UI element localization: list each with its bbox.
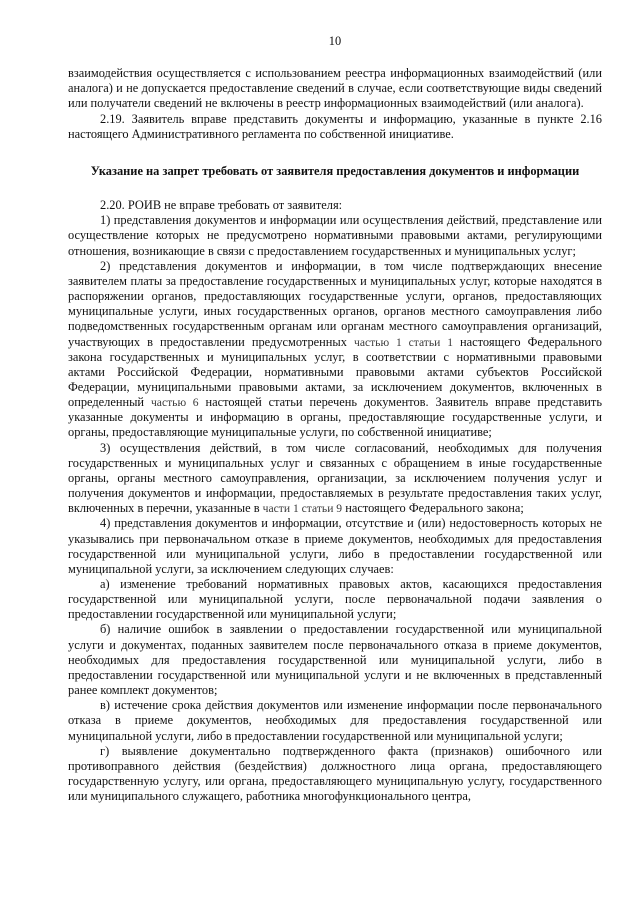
paragraph-continuation: взаимодействия осуществляется с использованием реестра информационных взаимодействий (или аналога) и не допускается предоставление сведений в случае, если соответствующие виды сведений или получатели сведений не включены в реестр информационных взаимодействий (или аналога). (68, 66, 602, 111)
sub-item-g: г) выявление документально подтвержденного факта (признаков) ошибочного или противоправного действия (бездействия) должностного лица органа, предоставляющего государственную услугу, или органа, предоставляющего муниципальную услугу, государственного или муниципального служащего, работника многофункционального центра, (68, 743, 602, 804)
list-item-2-text-b: настоящего Федерального закона государственных и муниципальных услуг, в соответствии с нормативными правовыми актами Российской Федерации, нормативными правовыми актами субъектов Российской Федерации, муниципальными правовыми актами, за исключением документов, включенных в определенный (68, 334, 602, 410)
paragraph-2-19: 2.19. Заявитель вправе представить документы и информацию, указанные в пункте 2.16 настоящего Административного регламента по собственной инициативе. (68, 111, 602, 141)
legal-reference-link[interactable]: частью 6 (150, 396, 199, 410)
list-item-4: 4) представления документов и информации, отсутствие и (или) недостоверность которых не указывались при первоначальном отказе в приеме документов, необходимых для предоставления государственной или муниципальной услуги, либо в предоставлении государственной или муниципальной услуги, за исключением следующих случаев: (68, 516, 602, 576)
legal-reference-link[interactable]: части 1 статьи 9 (262, 502, 343, 516)
page-number: 10 (328, 34, 342, 48)
list-item-3 (68, 441, 602, 517)
list-item-3-text-b: настоящего Федерального закона; (342, 501, 524, 516)
list-item-1: 1) представления документов и информации или осуществления действий, представление или осуществление которых не предусмотрено нормативными правовыми актами, регулирующими отношения, возникающие в связи с предоставлением государственных и муниципальных услуг; (68, 213, 602, 258)
sub-item-b: б) наличие ошибок в заявлении о предоставлении государственной или муниципальной услуги и документах, поданных заявителем после первоначального отказа в приеме документов, необходимых для предоставления государственной или муниципальной услуги, либо в предоставлении государственной или муниципальной услуги и не включенных в представленный ранее комплект документов; (68, 622, 602, 698)
list-item-2-text-a: 2) представления документов и информации, в том числе подтверждающих внесение заявителем платы за предоставление государственных и муниципальных услуг, которые находятся в распоряжении органов, предоставляющих государственные услуги, органов, предоставляющих муниципальные услуги, иных государственных органов, органов местного самоуправления либо подведомственных государственным органам или органам местного самоуправления организаций, участвующих в предоставлении предусмотренных (68, 258, 602, 349)
sub-item-a: а) изменение требований нормативных правовых актов, касающихся предоставления государственной или муниципальной услуги, после первоначальной подачи заявления о предоставлении государственной или муниципальной услуги; (68, 577, 602, 622)
list-item-3-text-a: 3) осуществления действий, в том числе согласований, необходимых для получения государственных и муниципальных услуг и связанных с обращением в иные государственные органы, органы местного самоуправления, организации, за исключением получения услуг и получения документов и информации, предоставляемых в результате предоставления таких услуг, включенных в перечни, указанные в (68, 440, 602, 516)
list-item-2-text-c: настоящей статьи перечень документов. Заявитель вправе представить указанные документы и информацию в органы, предоставляющие государственные услуги, и органы, предоставляющие муниципальные услуги, по собственной инициативе; (68, 395, 602, 440)
document-page (68, 34, 602, 804)
paragraph-2-20: 2.20. РОИВ не вправе требовать от заявителя: (100, 198, 343, 213)
section-heading: Указание на запрет требовать от заявителя предоставления документов и информации (90, 163, 580, 178)
sub-item-v: в) истечение срока действия документов или изменение информации после первоначального отказа в приеме документов, необходимых для предоставления государственной или муниципальной услуги, либо в предоставлении государственной или муниципальной услуги; (68, 698, 602, 743)
legal-reference-link[interactable]: частью 1 статьи 1 (353, 335, 453, 349)
list-item-2 (68, 259, 602, 441)
